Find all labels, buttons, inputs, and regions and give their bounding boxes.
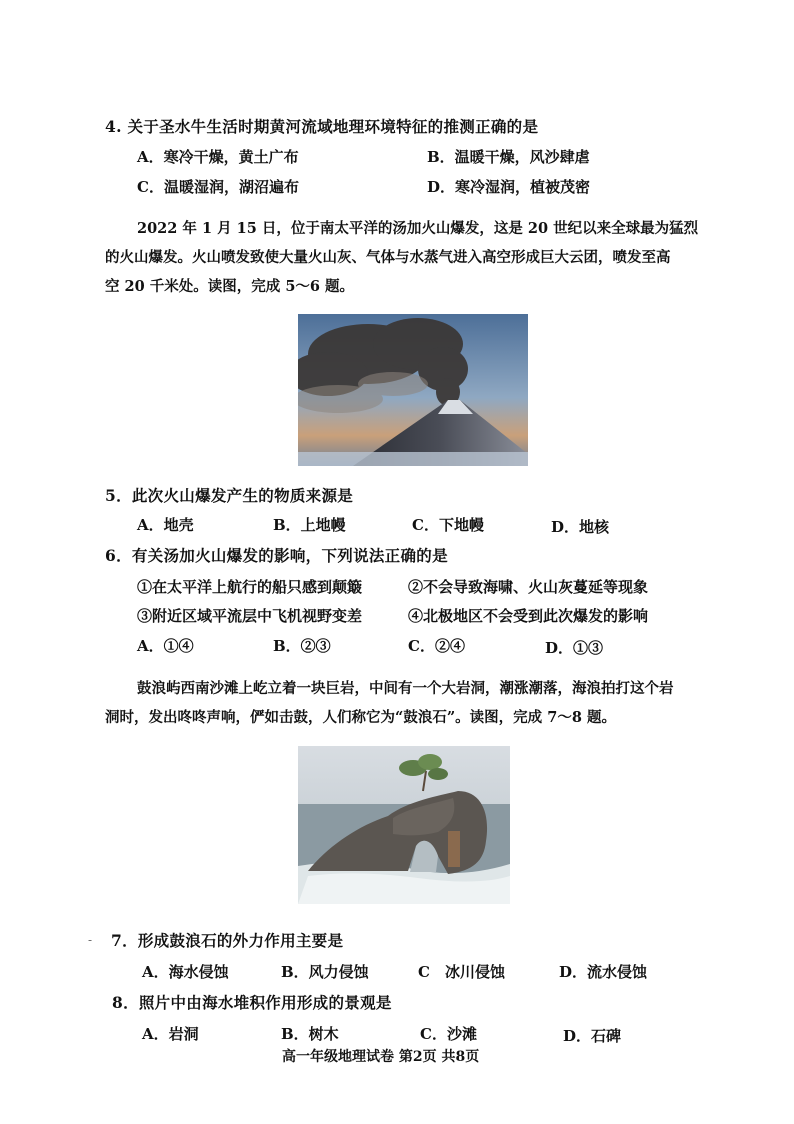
passage-tonga-line3: 空 20 千米处。读图，完成 5～6 题。 (105, 278, 355, 295)
q6-statement-2: ②不会导致海啸、火山灰蔓延等现象 (408, 578, 649, 596)
margin-dash-mark: - (88, 933, 93, 947)
q6-option-b[interactable]: B．②③ (273, 637, 331, 655)
q6-statement-1: ①在太平洋上航行的船只感到颠簸 (137, 578, 363, 596)
volcano-photo (298, 314, 528, 466)
q8-option-b[interactable]: B．树木 (281, 1025, 339, 1043)
q6-stem: 6．有关汤加火山爆发的影响，下列说法正确的是 (105, 546, 448, 565)
q7-option-c[interactable]: C 冰川侵蚀 (418, 963, 505, 981)
q7-option-d[interactable]: D．流水侵蚀 (559, 963, 648, 981)
passage-gulang-line2: 洞时，发出咚咚声响，俨如击鼓，人们称它为“鼓浪石”。读图，完成 7～8 题。 (105, 709, 616, 726)
q6-statement-4: ④北极地区不会受到此次爆发的影响 (408, 607, 649, 625)
q7-option-a[interactable]: A．海水侵蚀 (142, 963, 229, 981)
passage-gulang-line1: 鼓浪屿西南沙滩上屹立着一块巨岩，中间有一个大岩洞，潮涨潮落，海浪拍打这个岩 (137, 680, 674, 697)
passage-tonga-line2: 的火山爆发。火山喷发致使大量火山灰、气体与水蒸气进入高空形成巨大云团，喷发至高 (105, 249, 671, 266)
q4-option-d[interactable]: D．寒冷湿润，植被茂密 (427, 178, 591, 196)
q7-option-b[interactable]: B．风力侵蚀 (281, 963, 369, 981)
q8-option-a[interactable]: A．岩洞 (142, 1025, 199, 1043)
q4-option-c[interactable]: C．温暖湿润，湖沼遍布 (137, 178, 299, 196)
q6-option-a[interactable]: A．①④ (137, 637, 194, 655)
gulang-rock-photo (298, 746, 510, 904)
q5-option-d[interactable]: D．地核 (551, 518, 610, 536)
q4-option-b[interactable]: B．温暖干燥，风沙肆虐 (427, 148, 590, 166)
q6-option-c[interactable]: C．②④ (408, 637, 465, 655)
q8-option-c[interactable]: C．沙滩 (420, 1025, 477, 1043)
q6-option-d[interactable]: D．①③ (545, 639, 604, 657)
q6-statement-3: ③附近区域平流层中飞机视野变差 (137, 607, 363, 625)
q5-stem: 5．此次火山爆发产生的物质来源是 (105, 486, 354, 505)
q4-option-a[interactable]: A．寒冷干燥，黄土广布 (137, 148, 299, 166)
q8-stem: 8．照片中由海水堆积作用形成的景观是 (112, 993, 392, 1012)
q8-option-d[interactable]: D．石碑 (563, 1027, 622, 1045)
q4-stem: 4. 关于圣水牛生活时期黄河流域地理环境特征的推测正确的是 (105, 117, 539, 136)
passage-tonga-line1: 2022 年 1 月 15 日，位于南太平洋的汤加火山爆发，这是 20 世纪以来全球最为猛烈 (137, 220, 699, 237)
q5-option-a[interactable]: A．地壳 (137, 516, 194, 534)
q7-stem: 7．形成鼓浪石的外力作用主要是 (111, 931, 344, 950)
q5-option-b[interactable]: B．上地幔 (273, 516, 346, 534)
q5-option-c[interactable]: C．下地幔 (412, 516, 484, 534)
page-footer: 高一年级地理试卷 第2页 共8页 (282, 1049, 480, 1065)
